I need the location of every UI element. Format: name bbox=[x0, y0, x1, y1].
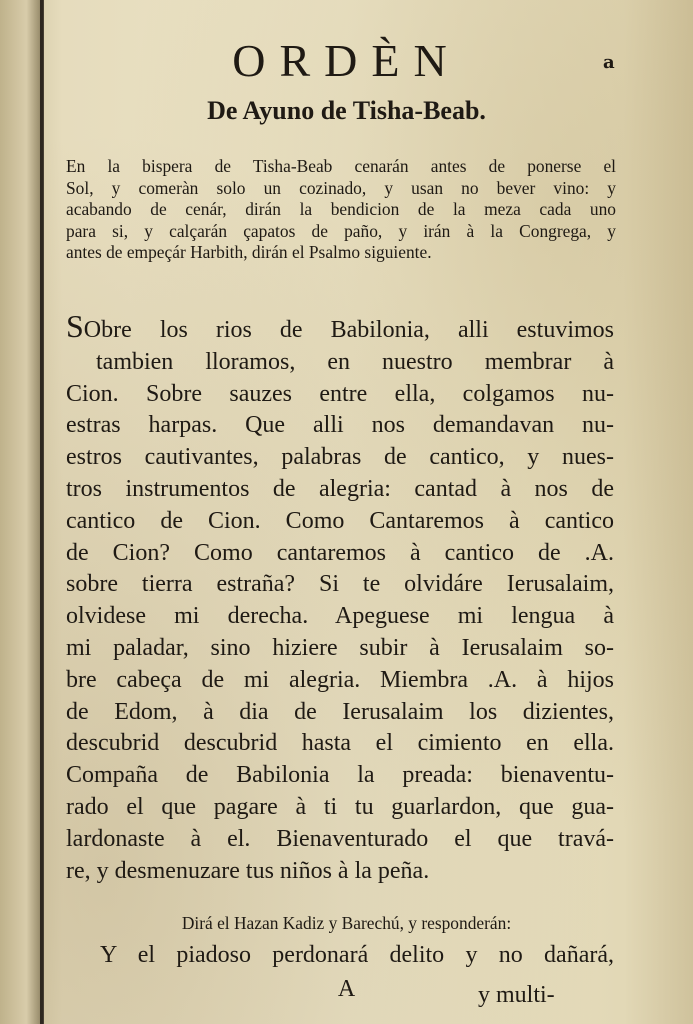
psalm-line: lardonaste à el. Bienaventurado el que travá- bbox=[66, 825, 614, 852]
psalm-line: de Edom, à dia de Ierusalaim los dizientes, bbox=[66, 698, 614, 725]
psalm-line: Compaña de Babilonia la preada: bienaventu- bbox=[66, 762, 614, 789]
psalm-line: Obre los rios de Babilonia, alli estuvimos bbox=[83, 317, 614, 343]
psalm-line: estros cautivantes, palabras de cantico, y nues- bbox=[66, 444, 614, 471]
rubric-line: En la bispera de Tisha-Beab cenarán antes de ponerse el bbox=[66, 156, 616, 176]
psalm-line: descubrid descubrid hasta el cimiento en ella. bbox=[66, 730, 614, 757]
psalm-line: estras harpas. Que alli nos demandavan nu- bbox=[66, 412, 614, 439]
psalm-line: rado el que pagare à ti tu guarlardon, que gua- bbox=[66, 793, 614, 820]
rubric-line: para si, y calçarán çapatos de paño, y irán à la Congrega, y bbox=[66, 220, 616, 241]
rubric-paragraph bbox=[66, 156, 616, 264]
rubric-line: antes de empeçár Harbith, dirán el Psalmo siguiente. bbox=[66, 242, 432, 262]
liturgical-note: Dirá el Hazan Kadiz y Barechú, y responderán: bbox=[181, 913, 512, 933]
book-gutter bbox=[0, 0, 44, 1024]
gutter-shadow-line bbox=[40, 0, 43, 1024]
page-subtitle: De Ayuno de Tisha-Beab. bbox=[207, 96, 486, 125]
psalm-line: tambien lloramos, en nuestro membrar à bbox=[96, 348, 614, 375]
page-mark: a bbox=[603, 52, 615, 73]
psalm-line: olvidese mi derecha. Apeguese mi lengua à bbox=[66, 603, 614, 630]
psalm-line: bre cabeça de mi alegria. Miembra .A. à hijos bbox=[66, 666, 614, 693]
catchword: y multi- bbox=[478, 982, 555, 1008]
psalm-line: Cion. Sobre sauzes entre ella, colgamos nu- bbox=[66, 380, 614, 407]
psalm-line: de Cion? Como cantaremos à cantico de .A. bbox=[66, 539, 614, 566]
closing-line: Y el piadoso perdonará delito y no dañará, bbox=[100, 942, 614, 968]
rubric-line: Sol, y comeràn solo un cozinado, y usan no bever vino: y bbox=[66, 177, 616, 198]
signature-mark: A bbox=[337, 976, 356, 1002]
drop-cap-initial: S bbox=[66, 308, 84, 344]
psalm-line: tros instrumentos de alegria: cantad à nos de bbox=[66, 475, 614, 502]
rubric-line: acabando de cenár, dirán la bendicion de la meza cada uno bbox=[66, 199, 616, 219]
page-title: ORDÈN bbox=[232, 35, 461, 86]
psalm-line: re, y desmenuzare tus niños à la peña. bbox=[66, 857, 430, 884]
psalm-line: mi paladar, sino hiziere subir à Ierusalaim so- bbox=[66, 634, 614, 661]
psalm-line-first bbox=[66, 310, 614, 347]
psalm-line: cantico de Cion. Como Cantaremos à cantico bbox=[66, 507, 614, 534]
psalm-text bbox=[66, 310, 614, 887]
psalm-line: sobre tierra estraña? Si te olvidáre Ierusalaim, bbox=[66, 571, 614, 598]
